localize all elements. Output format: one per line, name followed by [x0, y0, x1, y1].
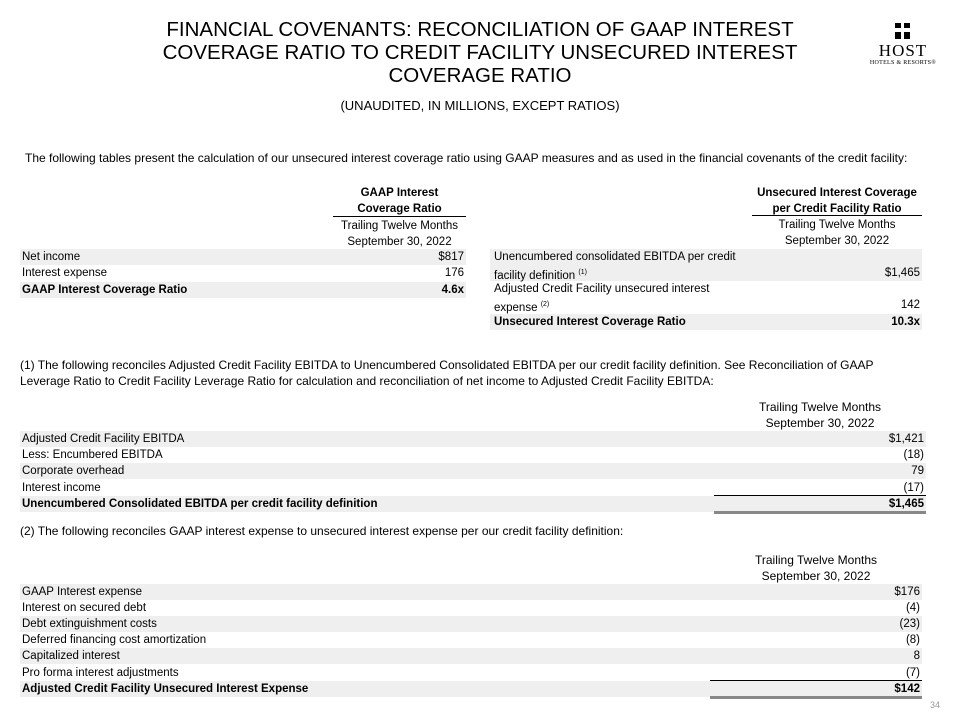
logo-tagline: HOTELS & RESORTS® [869, 60, 937, 66]
row-value: (7) [905, 667, 920, 679]
row-label: Adjusted Credit Facility EBITDA [22, 433, 185, 445]
table-row [20, 463, 926, 479]
table-row [20, 431, 926, 447]
row-label: Pro forma interest adjustments [22, 667, 179, 679]
row-label: Interest on secured debt [22, 602, 147, 614]
table-row [20, 600, 922, 616]
unsecured-table-header [752, 185, 922, 217]
row-label: Interest income [22, 482, 101, 494]
table-row [490, 249, 922, 281]
unsecured-period-line1: Trailing Twelve Months [778, 219, 896, 231]
row-label: Net income [22, 251, 81, 263]
table-row [20, 584, 922, 600]
row-label: Unsecured Interest Coverage Ratio [494, 316, 686, 328]
row-value: (18) [903, 449, 924, 461]
gaap-header-line1: GAAP Interest [360, 187, 439, 199]
unsecured-header-rule [752, 215, 922, 216]
unsecured-header-line1: Unsecured Interest Coverage [757, 187, 917, 199]
page-subtitle: (UNAUDITED, IN MILLIONS, EXCEPT RATIOS) [340, 98, 620, 113]
row-label: Less: Encumbered EBITDA [22, 449, 163, 461]
note2-double-rule [710, 696, 922, 699]
host-logo-icon [894, 22, 912, 40]
row-value: (4) [905, 602, 920, 614]
row-label: Debt extinguishment costs [22, 618, 157, 630]
unsecured-period-line2: September 30, 2022 [784, 235, 890, 247]
host-logo [866, 22, 940, 67]
row-value: (8) [905, 634, 920, 646]
table-row [20, 632, 922, 648]
row-value: (23) [899, 618, 920, 630]
table-row [20, 249, 466, 265]
table-row-total [20, 681, 922, 697]
table-row [20, 665, 922, 681]
gaap-header-rule [333, 216, 466, 217]
note1-double-rule [714, 511, 926, 514]
footnote-2-text: (2) The following reconciles GAAP interest expense to unsecured interest expense per our credit facility definition: [20, 524, 624, 538]
note1-period [714, 399, 926, 431]
footnote-ref: (1) [578, 269, 587, 276]
unsecured-period [752, 217, 922, 249]
row-label: Interest expense [22, 267, 108, 279]
table-row [20, 447, 926, 463]
footnote-ref: (2) [540, 301, 550, 308]
gaap-table-header [333, 185, 466, 217]
table-row-total [20, 496, 926, 512]
row-label: Adjusted Credit Facility Unsecured Interest Expense [22, 683, 309, 695]
row-value: 176 [444, 267, 464, 279]
row-value: $142 [894, 683, 920, 695]
page-title: FINANCIAL COVENANTS: RECONCILIATION OF GAAP INTEREST COVERAGE RATIO TO CREDIT FACILITY UNSECURED INTEREST COVERAGE RATIO [162, 18, 798, 87]
row-value: $1,421 [888, 433, 924, 445]
row-label: Capitalized interest [22, 650, 120, 662]
table-row [20, 648, 922, 664]
row-value: $1,465 [888, 498, 924, 510]
row-value: 10.3x [891, 316, 920, 328]
page-number: 34 [930, 700, 941, 710]
intro-text: The following tables present the calculation of our unsecured interest coverage ratio using GAAP measures and as used in the financial covenants of the credit facility: [25, 151, 908, 165]
gaap-header-line2: Coverage Ratio [357, 203, 442, 215]
row-value: 8 [913, 650, 920, 662]
row-value: $817 [438, 251, 464, 263]
note1-period-line1: Trailing Twelve Months [758, 400, 882, 414]
table-row-total [20, 282, 466, 298]
row-label: GAAP Interest Coverage Ratio [22, 284, 188, 296]
gaap-period-line2: September 30, 2022 [347, 236, 452, 248]
note2-period-line1: Trailing Twelve Months [754, 553, 878, 567]
row-label: Adjusted Credit Facility unsecured interest expense $^{(2)}$ [494, 283, 710, 314]
row-value: $1,465 [884, 267, 920, 279]
table-row [490, 281, 922, 313]
row-label: Unencumbered Consolidated EBITDA per credit facility definition [22, 498, 378, 510]
logo-name: HOST [878, 41, 928, 60]
gaap-period [333, 218, 466, 250]
unsecured-header-line2: per Credit Facility Ratio [772, 203, 902, 215]
row-value: $176 [894, 586, 920, 598]
table-row [20, 480, 926, 496]
table-row [20, 616, 922, 632]
gaap-period-line1: Trailing Twelve Months [341, 220, 458, 232]
footnote-1-text: (1) The following reconciles Adjusted Credit Facility EBITDA to Unencumbered Consolidated EBITDA per our credit facility definition. See Reconciliation of GAAP Leverage Ratio to Credit Facility Leverage Ratio for calculation and reconciliation of net income to Adjusted Credit Facility EBITDA: [20, 358, 874, 388]
table-row-total [490, 314, 922, 330]
note2-period-line2: September 30, 2022 [761, 569, 871, 583]
row-value: 4.6x [441, 284, 464, 296]
row-value: 142 [900, 299, 920, 311]
note1-period-line2: September 30, 2022 [765, 416, 875, 430]
table-row [20, 265, 466, 281]
row-label: Unencumbered consolidated EBITDA per credit facility definition $^{(1)}$ [494, 251, 736, 282]
note2-period [710, 552, 922, 584]
row-label: Deferred financing cost amortization [22, 634, 207, 646]
row-label: Corporate overhead [22, 465, 125, 477]
row-label: GAAP Interest expense [22, 586, 142, 598]
row-value: (17) [903, 482, 924, 494]
row-value: 79 [911, 465, 924, 477]
